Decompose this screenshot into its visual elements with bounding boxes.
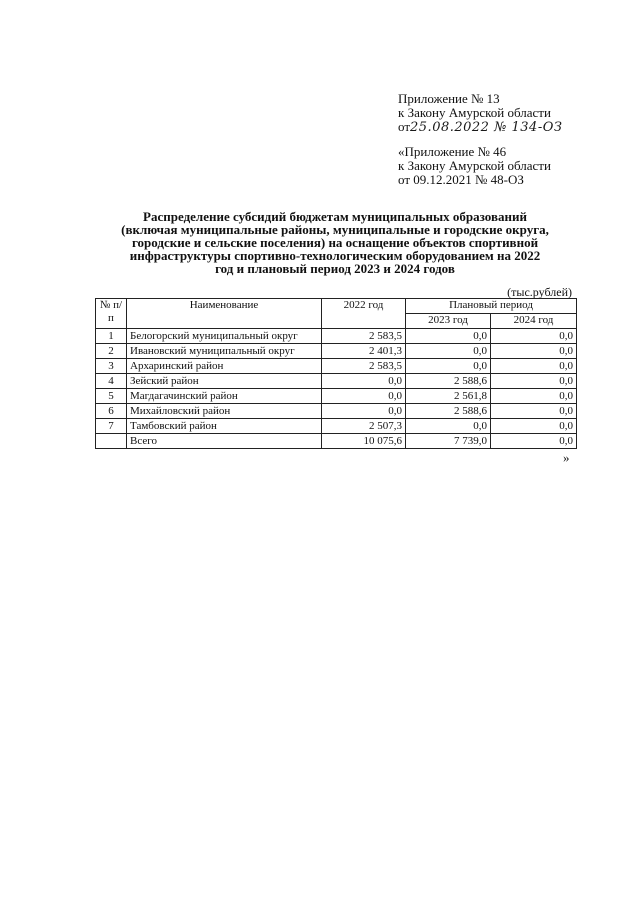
header-name: Наименование — [127, 299, 322, 329]
header-2024: 2024 год — [491, 314, 577, 329]
appendix-header — [398, 92, 562, 135]
row-name: Тамбовский район — [127, 419, 322, 434]
row-num: 2 — [96, 344, 127, 359]
total-2024: 0,0 — [491, 434, 577, 449]
table-row — [96, 419, 577, 434]
header-2023: 2023 год — [406, 314, 491, 329]
appendix-number: Приложение № 13 — [398, 91, 500, 106]
row-2022: 2 401,3 — [322, 344, 406, 359]
row-2023: 2 588,6 — [406, 404, 491, 419]
document-title — [90, 210, 580, 275]
row-2023: 0,0 — [406, 344, 491, 359]
table-row — [96, 359, 577, 374]
original-appendix-number: «Приложение № 46 — [398, 144, 507, 159]
row-2023: 0,0 — [406, 419, 491, 434]
row-2023: 2 561,8 — [406, 389, 491, 404]
header-2022: 2022 год — [322, 299, 406, 329]
title-line: год и плановый период 2023 и 2024 годов — [215, 261, 455, 276]
table-row — [96, 389, 577, 404]
row-name: Архаринский район — [127, 359, 322, 374]
row-2024: 0,0 — [491, 344, 577, 359]
title-line: городские и сельские поселения) на оснащение объектов спортивной — [131, 235, 539, 250]
row-num: 6 — [96, 404, 127, 419]
table-row — [96, 329, 577, 344]
appendix-date-prefix: от — [398, 119, 411, 134]
row-2022: 0,0 — [322, 389, 406, 404]
original-appendix-law: к Закону Амурской области — [398, 158, 551, 173]
table-row — [96, 344, 577, 359]
subsidy-table — [95, 298, 577, 449]
row-name: Зейский район — [127, 374, 322, 389]
total-num-empty — [96, 434, 127, 449]
row-2024: 0,0 — [491, 329, 577, 344]
row-2023: 0,0 — [406, 329, 491, 344]
row-num: 5 — [96, 389, 127, 404]
row-name: Ивановский муниципальный округ — [127, 344, 322, 359]
appendix-law: к Закону Амурской области — [398, 105, 551, 120]
original-appendix-date: от 09.12.2021 № 48-ОЗ — [398, 172, 524, 187]
row-2022: 2 507,3 — [322, 419, 406, 434]
row-num: 3 — [96, 359, 127, 374]
row-2024: 0,0 — [491, 374, 577, 389]
row-2024: 0,0 — [491, 404, 577, 419]
title-line: инфраструктуры спортивно-технологическим оборудованием на 2022 — [129, 248, 541, 263]
handwritten-date: 25.08.2022 № 134-ОЗ — [410, 120, 563, 135]
appendix-date-line — [398, 120, 562, 135]
row-name: Магдагачинский район — [127, 389, 322, 404]
row-2022: 2 583,5 — [322, 359, 406, 374]
table-header-row — [96, 299, 577, 314]
original-appendix-header — [398, 145, 551, 187]
title-line: Распределение субсидий бюджетам муниципальных образований — [143, 209, 527, 224]
row-num: 1 — [96, 329, 127, 344]
total-2022: 10 075,6 — [322, 434, 406, 449]
row-2023: 0,0 — [406, 359, 491, 374]
title-line: (включая муниципальные районы, муниципальные и городские округа, — [121, 222, 549, 237]
row-2024: 0,0 — [491, 359, 577, 374]
table-row — [96, 374, 577, 389]
header-planned-period: Плановый период — [406, 299, 577, 314]
units-label: (тыс.рублей) — [507, 285, 572, 299]
row-2022: 0,0 — [322, 374, 406, 389]
row-2024: 0,0 — [491, 389, 577, 404]
row-name: Белогорский муниципальный округ — [127, 329, 322, 344]
row-num: 7 — [96, 419, 127, 434]
table-total-row — [96, 434, 577, 449]
row-2022: 2 583,5 — [322, 329, 406, 344]
row-2022: 0,0 — [322, 404, 406, 419]
table-row — [96, 404, 577, 419]
total-2023: 7 739,0 — [406, 434, 491, 449]
row-num: 4 — [96, 374, 127, 389]
closing-quote: » — [563, 450, 570, 465]
row-name: Михайловский район — [127, 404, 322, 419]
row-2024: 0,0 — [491, 419, 577, 434]
header-num: № п/п — [96, 299, 127, 329]
row-2023: 2 588,6 — [406, 374, 491, 389]
total-label: Всего — [127, 434, 322, 449]
